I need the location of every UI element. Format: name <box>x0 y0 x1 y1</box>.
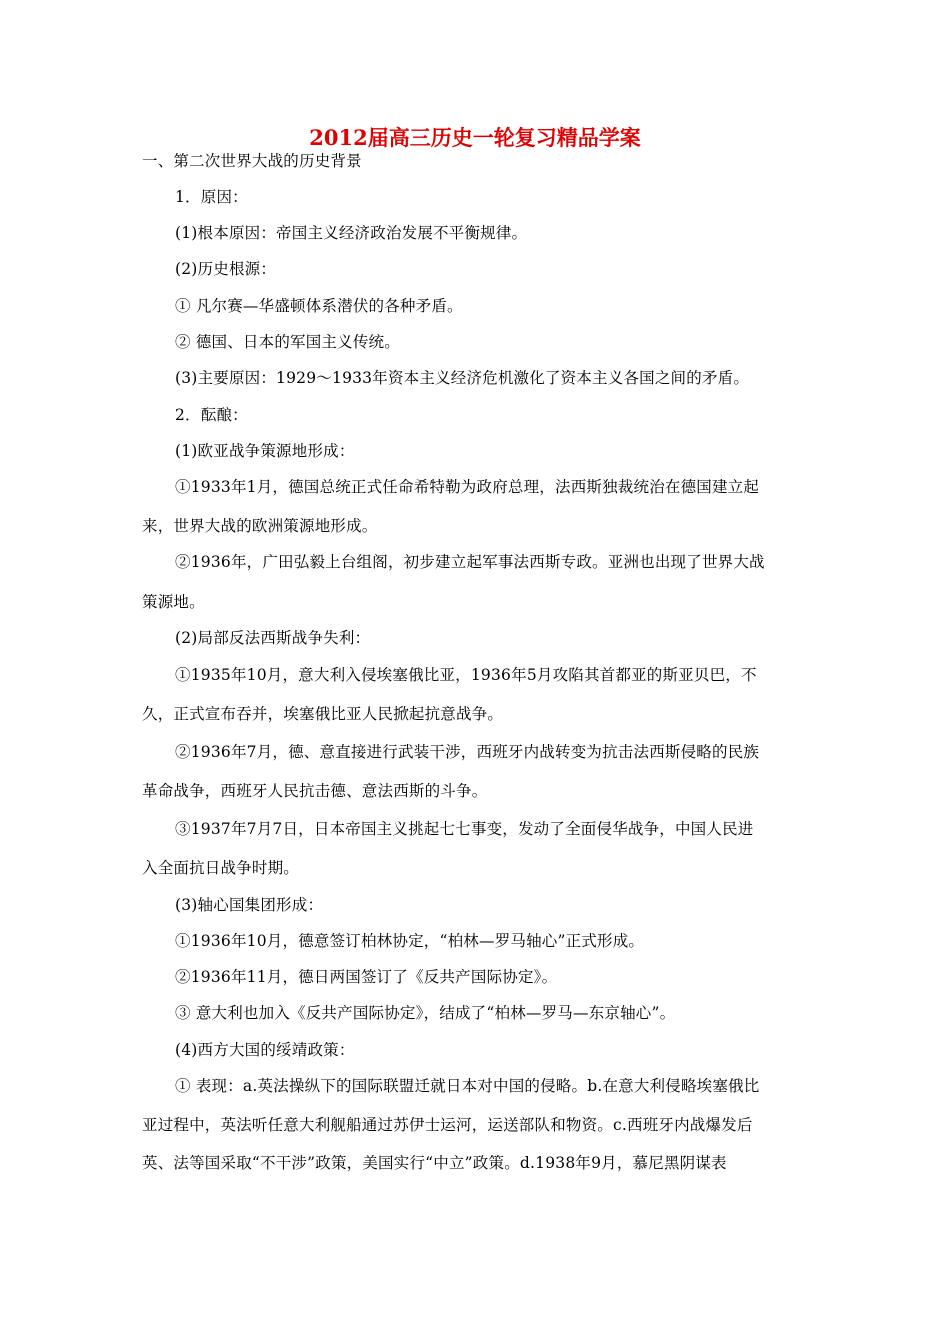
paragraph-line: (3)主要原因：1929～1933年资本主义经济危机激化了资本主义各国之间的矛盾。 <box>175 369 750 387</box>
paragraph-line: ① 凡尔赛—华盛顿体系潜伏的各种矛盾。 <box>175 297 463 315</box>
paragraph-line: 英、法等国采取“不干涉”政策，美国实行“中立”政策。d.1938年9月，慕尼黑阴谋表 <box>142 1154 727 1172</box>
section-heading: 一、第二次世界大战的历史背景 <box>142 152 362 170</box>
paragraph-line: ①1933年1月，德国总统正式任命希特勒为政府总理，法西斯独裁统治在德国建立起 <box>175 478 760 496</box>
paragraph-line: ②1936年，广田弘毅上台组阁，初步建立起军事法西斯专政。亚洲也出现了世界大战 <box>175 553 765 571</box>
paragraph-line: ②1936年7月，德、意直接进行武装干涉，西班牙内战转变为抗击法西斯侵略的民族 <box>175 743 760 761</box>
paragraph-line: ② 德国、日本的军国主义传统。 <box>175 333 400 351</box>
paragraph-line: ③ 意大利也加入《反共产国际协定》，结成了“柏林—罗马—东京轴心”。 <box>175 1004 676 1022</box>
subheading: (4)西方大国的绥靖政策： <box>175 1041 355 1059</box>
paragraph-line: (1)根本原因：帝国主义经济政治发展不平衡规律。 <box>175 224 528 242</box>
paragraph-line: ①1935年10月，意大利入侵埃塞俄比亚，1936年5月攻陷其首都亚的斯亚贝巴，不 <box>175 666 757 684</box>
paragraph-line: ① 表现：a.英法操纵下的国际联盟迁就日本对中国的侵略。b.在意大利侵略埃塞俄比 <box>175 1077 760 1095</box>
subheading: (1)欧亚战争策源地形成： <box>175 442 355 460</box>
paragraph-line: 革命战争，西班牙人民抗击德、意法西斯的斗争。 <box>142 782 488 800</box>
paragraph-line: ②1936年11月，德日两国签订了《反共产国际协定》。 <box>175 968 558 986</box>
subheading: 1．原因： <box>175 188 248 206</box>
paragraph-line: ③1937年7月7日，日本帝国主义挑起七七事变，发动了全面侵华战争，中国人民进 <box>175 820 754 838</box>
paragraph-line: 来，世界大战的欧洲策源地形成。 <box>142 517 378 535</box>
subheading: (3)轴心国集团形成： <box>175 896 324 914</box>
subheading: 2．酝酿： <box>175 406 248 424</box>
paragraph-line: 入全面抗日战争时期。 <box>142 859 300 877</box>
paragraph-line: 久，正式宣布吞并，埃塞俄比亚人民掀起抗意战争。 <box>142 705 504 723</box>
subheading: (2)局部反法西斯战争失利： <box>175 629 371 647</box>
paragraph-line: 策源地。 <box>142 593 205 611</box>
document-title: 2012届高三历史一轮复习精品学案 <box>309 125 641 150</box>
paragraph-line: ①1936年10月，德意签订柏林协定，“柏林—罗马轴心”正式形成。 <box>175 932 645 950</box>
subheading: (2)历史根源： <box>175 260 277 278</box>
paragraph-line: 亚过程中，英法听任意大利舰船通过苏伊士运河，运送部队和物资。c.西班牙内战爆发后 <box>142 1116 753 1134</box>
